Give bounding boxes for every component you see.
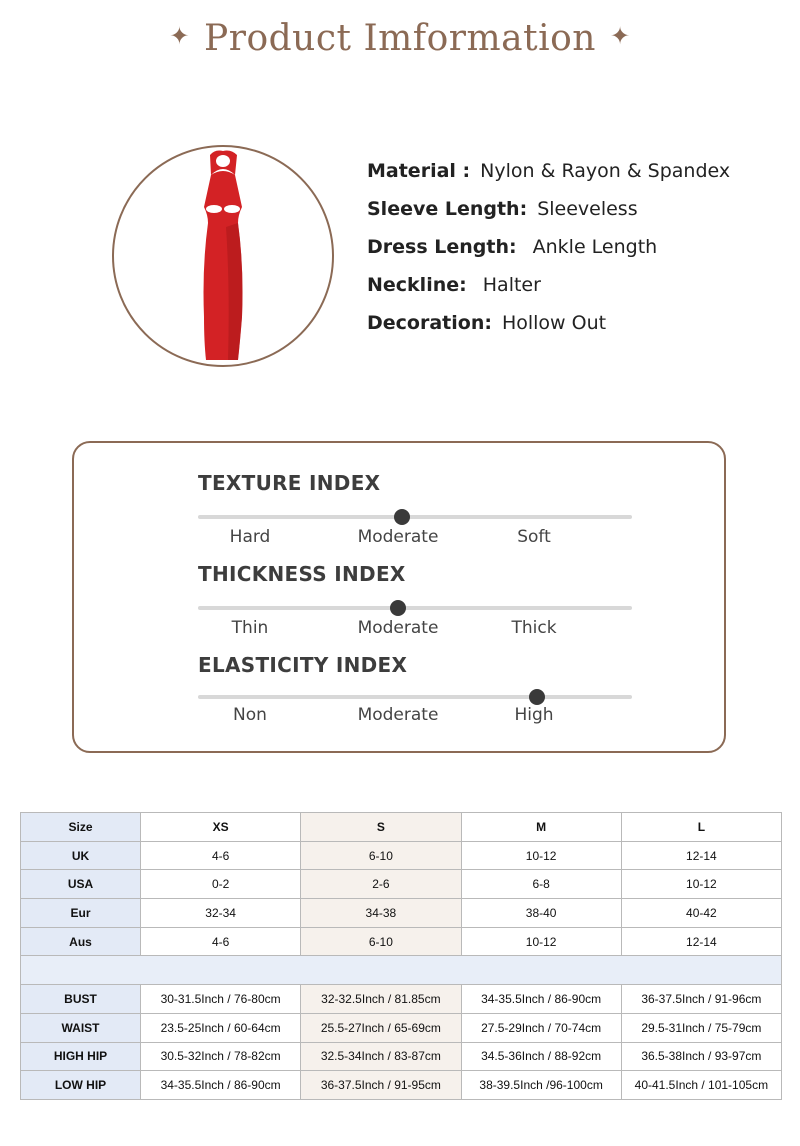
attr-key: Sleeve Length: bbox=[367, 198, 528, 220]
table-cell: 6-10 bbox=[301, 841, 461, 870]
index-knob bbox=[529, 689, 545, 705]
attr-key: Dress Length: bbox=[367, 236, 517, 258]
table-cell: 29.5-31Inch / 75-79cm bbox=[621, 1013, 781, 1042]
attr-sleeve-length bbox=[367, 194, 730, 232]
table-cell: 4-6 bbox=[141, 841, 301, 870]
table-cell: 12-14 bbox=[621, 927, 781, 956]
table-cell: 40-41.5Inch / 101-105cm bbox=[621, 1071, 781, 1100]
table-header-cell: XS bbox=[141, 813, 301, 842]
attr-key: Neckline: bbox=[367, 274, 467, 296]
index-title: TEXTURE INDEX bbox=[198, 471, 381, 495]
index-knob bbox=[394, 509, 410, 525]
row-header: USA bbox=[21, 870, 141, 899]
index-label-high: Soft bbox=[517, 527, 551, 547]
row-header: LOW HIP bbox=[21, 1071, 141, 1100]
thickness-index bbox=[198, 562, 638, 638]
table-cell: 2-6 bbox=[301, 870, 461, 899]
table-cell: 32-34 bbox=[141, 899, 301, 928]
index-track bbox=[198, 606, 632, 610]
index-title: ELASTICITY INDEX bbox=[198, 653, 408, 677]
size-chart-table bbox=[20, 812, 782, 1100]
page-title-text: Product Imformation bbox=[204, 18, 596, 59]
table-cell: 10-12 bbox=[461, 841, 621, 870]
attr-value: Nylon & Rayon & Spandex bbox=[480, 160, 731, 182]
index-knob bbox=[390, 600, 406, 616]
table-cell: 30-31.5Inch / 76-80cm bbox=[141, 985, 301, 1014]
table-cell: 36-37.5Inch / 91-96cm bbox=[621, 985, 781, 1014]
index-label-high: Thick bbox=[511, 618, 557, 638]
table-row bbox=[21, 841, 782, 870]
table-cell: 34-38 bbox=[301, 899, 461, 928]
table-header-row bbox=[21, 813, 782, 842]
table-cell: 32.5-34Inch / 83-87cm bbox=[301, 1042, 461, 1071]
table-row bbox=[21, 1042, 782, 1071]
table-cell: 36-37.5Inch / 91-95cm bbox=[301, 1071, 461, 1100]
table-spacer-row bbox=[21, 956, 782, 985]
dress-image bbox=[114, 147, 332, 365]
table-cell: 6-10 bbox=[301, 927, 461, 956]
index-label-mid: Moderate bbox=[357, 705, 439, 725]
row-header: BUST bbox=[21, 985, 141, 1014]
table-cell: 34.5-36Inch / 88-92cm bbox=[461, 1042, 621, 1071]
elasticity-index bbox=[198, 653, 638, 725]
product-photo bbox=[112, 145, 334, 367]
table-cell: 32-32.5Inch / 81.85cm bbox=[301, 985, 461, 1014]
table-cell: 36.5-38Inch / 93-97cm bbox=[621, 1042, 781, 1071]
table-cell: 34-35.5Inch / 86-90cm bbox=[141, 1071, 301, 1100]
spacer-cell bbox=[21, 956, 782, 985]
index-track bbox=[198, 695, 632, 699]
table-row bbox=[21, 870, 782, 899]
row-header: Eur bbox=[21, 899, 141, 928]
table-cell: 10-12 bbox=[621, 870, 781, 899]
row-header: UK bbox=[21, 841, 141, 870]
attr-value: Halter bbox=[476, 274, 541, 296]
table-header-cell: S bbox=[301, 813, 461, 842]
table-cell: 38-40 bbox=[461, 899, 621, 928]
index-label-low: Non bbox=[233, 705, 267, 725]
index-title: THICKNESS INDEX bbox=[198, 562, 406, 586]
attr-value: Sleeveless bbox=[537, 198, 638, 220]
attr-key: Material : bbox=[367, 160, 471, 182]
table-row bbox=[21, 927, 782, 956]
attr-key: Decoration: bbox=[367, 312, 492, 334]
table-row bbox=[21, 1071, 782, 1100]
table-cell: 27.5-29Inch / 70-74cm bbox=[461, 1013, 621, 1042]
fabric-index-panel bbox=[72, 441, 726, 753]
table-cell: 6-8 bbox=[461, 870, 621, 899]
sparkle-icon: ✦ bbox=[169, 22, 191, 50]
index-track bbox=[198, 515, 632, 519]
row-header: HIGH HIP bbox=[21, 1042, 141, 1071]
row-header: Aus bbox=[21, 927, 141, 956]
table-row bbox=[21, 1013, 782, 1042]
table-header-cell: M bbox=[461, 813, 621, 842]
attr-value: Ankle Length bbox=[526, 236, 658, 258]
attr-dress-length bbox=[367, 232, 730, 270]
index-label-low: Thin bbox=[231, 618, 269, 638]
attr-decoration bbox=[367, 308, 730, 346]
table-cell: 12-14 bbox=[621, 841, 781, 870]
attr-neckline bbox=[367, 270, 730, 308]
product-attributes bbox=[367, 156, 730, 346]
table-header-cell: Size bbox=[21, 813, 141, 842]
row-header: WAIST bbox=[21, 1013, 141, 1042]
table-cell: 34-35.5Inch / 86-90cm bbox=[461, 985, 621, 1014]
table-cell: 4-6 bbox=[141, 927, 301, 956]
table-cell: 23.5-25Inch / 60-64cm bbox=[141, 1013, 301, 1042]
index-label-high: High bbox=[514, 705, 554, 725]
sparkle-icon: ✦ bbox=[609, 22, 631, 50]
attr-value: Hollow Out bbox=[501, 312, 607, 334]
table-cell: 30.5-32Inch / 78-82cm bbox=[141, 1042, 301, 1071]
table-row bbox=[21, 899, 782, 928]
table-cell: 25.5-27Inch / 65-69cm bbox=[301, 1013, 461, 1042]
index-label-mid: Moderate bbox=[357, 618, 439, 638]
index-label-mid: Moderate bbox=[357, 527, 439, 547]
table-header-cell: L bbox=[621, 813, 781, 842]
page-title bbox=[0, 18, 800, 59]
table-cell: 0-2 bbox=[141, 870, 301, 899]
table-cell: 10-12 bbox=[461, 927, 621, 956]
table-row bbox=[21, 985, 782, 1014]
table-cell: 40-42 bbox=[621, 899, 781, 928]
table-cell: 38-39.5Inch /96-100cm bbox=[461, 1071, 621, 1100]
index-label-low: Hard bbox=[229, 527, 271, 547]
texture-index bbox=[198, 471, 638, 547]
attr-material bbox=[367, 156, 730, 194]
